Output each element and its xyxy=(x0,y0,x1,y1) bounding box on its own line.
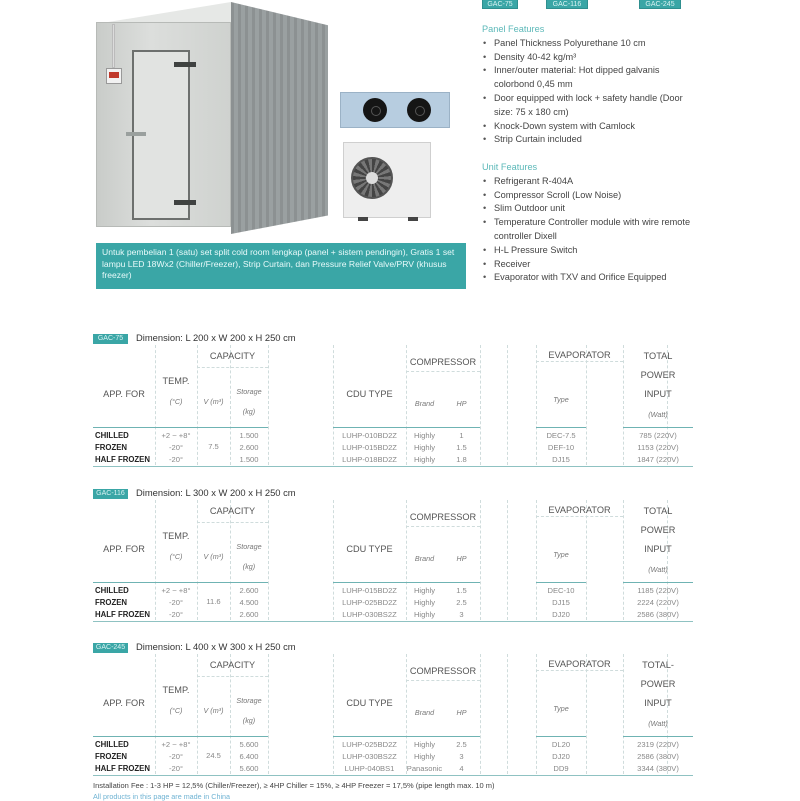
grid-divider xyxy=(586,345,587,465)
row-hp: 3 xyxy=(459,610,464,619)
model-badge: GAC-116 xyxy=(93,489,128,499)
feature-item: • Evaporator with TXV and Orifice Equipped xyxy=(482,271,702,285)
row-brand: Highly xyxy=(413,610,436,619)
spec-grid xyxy=(93,654,693,774)
grid-divider xyxy=(480,345,481,465)
row-temp: -20° xyxy=(168,443,183,452)
row-cdu-type: LUHP-030BS2Z xyxy=(342,752,397,761)
header-app-for: APP. FOR xyxy=(103,544,145,554)
row-evaporator-type: DL20 xyxy=(551,740,571,749)
header-separator xyxy=(623,582,693,583)
row-app-for: HALF FROZEN xyxy=(95,455,151,464)
row-cdu-type: LUHP-015BD2Z xyxy=(342,586,397,595)
grid-divider xyxy=(586,654,587,774)
row-hp: 3 xyxy=(459,752,464,761)
feature-item: • H-L Pressure Switch xyxy=(482,244,702,258)
header-storage: Storage xyxy=(236,542,262,551)
feature-item: • Door equipped with lock + safety handle (Door size: 75 x 180 cm) xyxy=(482,92,702,120)
header-separator xyxy=(333,427,480,428)
door-handle-icon xyxy=(126,132,146,136)
dimension-label: Dimension: L 300 x W 200 x H 250 cm xyxy=(136,487,296,498)
grid-divider xyxy=(197,522,268,523)
header-type: Type xyxy=(553,550,569,559)
temperature-controller-icon xyxy=(106,68,122,84)
grid-divider xyxy=(268,345,269,465)
header-total: TOTAL- xyxy=(642,660,674,670)
grid-divider xyxy=(507,500,508,620)
feature-item: • Density 40-42 kg/m³ xyxy=(482,51,702,65)
header-watt: (Watt) xyxy=(648,565,668,574)
header-brand: Brand xyxy=(414,708,435,717)
header-cdu-type: CDU TYPE xyxy=(346,544,393,554)
model-badge: GAC-75 xyxy=(93,334,128,344)
row-power-input: 1847 (220V) xyxy=(637,455,679,464)
table-bottom-line xyxy=(93,775,693,776)
fan-grill-icon xyxy=(351,157,393,199)
header-temp: TEMP. xyxy=(162,531,190,541)
spec-table-gac-245 xyxy=(93,640,693,774)
row-evaporator-type: DD9 xyxy=(553,764,569,773)
row-storage: 2.600 xyxy=(239,586,259,595)
panel-features-title: Panel Features xyxy=(482,24,545,34)
header-type: Type xyxy=(553,704,569,713)
grid-divider xyxy=(536,361,623,362)
row-temp: -20° xyxy=(168,610,183,619)
header-hp: HP xyxy=(456,399,467,408)
row-hp: 1.5 xyxy=(456,586,467,595)
feature-item: • Refrigerant R-404A xyxy=(482,175,702,189)
cold-room-top xyxy=(96,2,231,24)
header-evaporator: EVAPORATOR xyxy=(548,505,611,515)
row-storage: 2.600 xyxy=(239,443,259,452)
row-storage: 4.500 xyxy=(239,598,259,607)
feature-item: • Compressor Scroll (Low Noise) xyxy=(482,189,702,203)
feature-item: • Strip Curtain included xyxy=(482,133,702,147)
installation-fee-note: Installation Fee : 1-3 HP = 12,5% (Chiller/Freezer), ≥ 4HP Chiller = 15%, ≥ 4HP Freezer = 17,5% (pipe length max. 10 m) xyxy=(93,781,495,790)
row-storage: 6.400 xyxy=(239,752,259,761)
unit-features-list xyxy=(482,175,702,285)
grid-divider xyxy=(536,670,623,671)
volume-value: 11.6 xyxy=(206,597,221,606)
header-type: Type xyxy=(553,395,569,404)
row-storage: 5.600 xyxy=(239,764,259,773)
door-hinge-icon xyxy=(174,62,196,67)
header-capacity: CAPACITY xyxy=(209,506,256,516)
header-separator xyxy=(536,582,586,583)
fan-icon xyxy=(407,98,431,122)
header-cdu-type: CDU TYPE xyxy=(346,698,393,708)
row-temp: +2 ~ +8° xyxy=(161,586,191,595)
table-caption xyxy=(93,640,693,654)
row-storage: 2.600 xyxy=(239,610,259,619)
header-watt: (Watt) xyxy=(648,719,668,728)
row-evaporator-type: DJ15 xyxy=(552,598,570,607)
header-separator xyxy=(93,427,268,428)
volume-value: 24.5 xyxy=(206,751,221,760)
feature-item: • Receiver xyxy=(482,258,702,272)
row-app-for: FROZEN xyxy=(95,752,128,761)
row-power-input: 785 (220V) xyxy=(639,431,677,440)
row-evaporator-type: DEC-7.5 xyxy=(546,431,576,440)
row-cdu-type: LUHP-040BS1 xyxy=(344,764,395,773)
header-temp-unit: (°C) xyxy=(169,706,183,715)
header-evaporator: EVAPORATOR xyxy=(548,659,611,669)
grid-divider xyxy=(586,500,587,620)
row-evaporator-type: DJ20 xyxy=(552,752,570,761)
grid-divider xyxy=(268,500,269,620)
spec-table-gac-116 xyxy=(93,486,693,620)
header-volume: V (m³) xyxy=(203,706,224,715)
row-hp: 1 xyxy=(459,431,464,440)
row-brand: Highly xyxy=(413,752,436,761)
feature-item: • Inner/outer material: Hot dipped galvanis colorbond 0,45 mm xyxy=(482,64,702,92)
conduit-pipe xyxy=(112,24,115,68)
row-cdu-type: LUHP-025BD2Z xyxy=(342,598,397,607)
header-volume: V (m³) xyxy=(203,552,224,561)
model-badge-gac-116: GAC-116 xyxy=(546,0,588,9)
grid-divider xyxy=(507,345,508,465)
panel-features xyxy=(482,23,702,147)
origin-note: All products in this page are made in China xyxy=(93,792,231,801)
row-temp: +2 ~ +8° xyxy=(161,431,191,440)
header-separator xyxy=(623,736,693,737)
row-cdu-type: LUHP-015BD2Z xyxy=(342,443,397,452)
header-input: INPUT xyxy=(644,544,672,554)
grid-divider xyxy=(197,676,268,677)
door-hinge-icon xyxy=(174,200,196,205)
spec-grid xyxy=(93,500,693,620)
spec-grid xyxy=(93,345,693,465)
header-input: INPUT xyxy=(644,389,672,399)
header-separator xyxy=(93,582,268,583)
row-brand: Highly xyxy=(413,455,436,464)
row-temp: -20° xyxy=(168,764,183,773)
header-hp: HP xyxy=(456,708,467,717)
model-badge: GAC-245 xyxy=(93,643,128,653)
header-compressor: COMPRESSOR xyxy=(409,512,477,522)
row-brand: Highly xyxy=(413,431,436,440)
row-hp: 1.8 xyxy=(456,455,467,464)
grid-divider xyxy=(406,371,480,372)
header-storage-unit: (kg) xyxy=(242,716,256,725)
grid-divider xyxy=(406,526,480,527)
header-power: POWER xyxy=(640,370,676,380)
header-total: TOTAL xyxy=(643,351,673,361)
header-separator xyxy=(536,736,586,737)
header-temp-unit: (°C) xyxy=(169,397,183,406)
header-brand: Brand xyxy=(414,399,435,408)
promo-banner: Untuk pembelian 1 (satu) set split cold room lengkap (panel + sistem pendingin), Gratis 1 set lampu LED 18Wx2 (Chiller/Freezer), Strip Curtain, dan Pressure Relief Valve/PRV (khusus freezer) xyxy=(96,243,466,289)
row-app-for: FROZEN xyxy=(95,598,128,607)
grid-divider xyxy=(268,654,269,774)
header-temp: TEMP. xyxy=(162,685,190,695)
feature-item: • Slim Outdoor unit xyxy=(482,202,702,216)
grid-divider xyxy=(197,367,268,368)
header-capacity: CAPACITY xyxy=(209,351,256,361)
row-app-for: HALF FROZEN xyxy=(95,610,151,619)
unit-foot xyxy=(358,217,368,221)
feature-item: • Panel Thickness Polyurethane 10 cm xyxy=(482,37,702,51)
row-app-for: CHILLED xyxy=(95,740,129,749)
grid-divider xyxy=(536,516,623,517)
cold-room-side-panel xyxy=(231,2,328,234)
row-hp: 2.5 xyxy=(456,740,467,749)
header-cdu-type: CDU TYPE xyxy=(346,389,393,399)
row-brand: Highly xyxy=(413,443,436,452)
row-evaporator-type: DJ20 xyxy=(552,610,570,619)
header-compressor: COMPRESSOR xyxy=(409,666,477,676)
fan-icon xyxy=(363,98,387,122)
row-cdu-type: LUHP-010BD2Z xyxy=(342,431,397,440)
row-evaporator-type: DEF-10 xyxy=(547,443,575,452)
row-brand: Highly xyxy=(413,740,436,749)
row-power-input: 2224 (220V) xyxy=(637,598,679,607)
table-caption xyxy=(93,486,693,500)
unit-foot xyxy=(408,217,418,221)
model-badge-gac-245: GAC-245 xyxy=(639,0,681,9)
row-brand: Highly xyxy=(413,586,436,595)
row-storage: 1.500 xyxy=(239,455,259,464)
dimension-label: Dimension: L 200 x W 200 x H 250 cm xyxy=(136,332,296,343)
unit-features-title: Unit Features xyxy=(482,162,538,172)
row-hp: 1.5 xyxy=(456,443,467,452)
header-separator xyxy=(333,736,480,737)
spec-table-gac-75 xyxy=(93,331,693,465)
row-brand: Highly xyxy=(413,598,436,607)
unit-features xyxy=(482,161,702,285)
row-storage: 5.600 xyxy=(239,740,259,749)
header-separator xyxy=(536,427,586,428)
header-separator xyxy=(333,582,480,583)
row-power-input: 2586 (380V) xyxy=(637,610,679,619)
header-watt: (Watt) xyxy=(648,410,668,419)
dimension-label: Dimension: L 400 x W 300 x H 250 cm xyxy=(136,641,296,652)
model-badge-gac-75: GAC-75 xyxy=(482,0,518,9)
row-power-input: 1185 (220V) xyxy=(637,586,679,595)
row-app-for: CHILLED xyxy=(95,586,129,595)
header-power: POWER xyxy=(640,525,676,535)
header-evaporator: EVAPORATOR xyxy=(548,350,611,360)
volume-value: 7.5 xyxy=(208,442,219,451)
grid-divider xyxy=(507,654,508,774)
row-power-input: 1153 (220V) xyxy=(637,443,679,452)
header-temp-unit: (°C) xyxy=(169,552,183,561)
header-input: INPUT xyxy=(644,698,672,708)
header-hp: HP xyxy=(456,554,467,563)
header-separator xyxy=(93,736,268,737)
row-temp: -20° xyxy=(168,598,183,607)
row-cdu-type: LUHP-025BD2Z xyxy=(342,740,397,749)
header-app-for: APP. FOR xyxy=(103,389,145,399)
header-volume: V (m³) xyxy=(203,397,224,406)
row-app-for: CHILLED xyxy=(95,431,129,440)
table-caption xyxy=(93,331,693,345)
header-app-for: APP. FOR xyxy=(103,698,145,708)
row-cdu-type: LUHP-018BD2Z xyxy=(342,455,397,464)
header-temp: TEMP. xyxy=(162,376,190,386)
feature-item: • Knock-Down system with Camlock xyxy=(482,120,702,134)
row-storage: 1.500 xyxy=(239,431,259,440)
row-hp: 2.5 xyxy=(456,598,467,607)
row-brand: Panasonic xyxy=(406,764,443,773)
panel-features-list xyxy=(482,37,702,147)
grid-divider xyxy=(480,654,481,774)
cold-room-image xyxy=(96,2,332,234)
header-storage-unit: (kg) xyxy=(242,562,256,571)
grid-divider xyxy=(480,500,481,620)
header-power: POWER xyxy=(640,679,676,689)
header-storage-unit: (kg) xyxy=(242,407,256,416)
header-brand: Brand xyxy=(414,554,435,563)
row-temp: +2 ~ +8° xyxy=(161,740,191,749)
header-total: TOTAL xyxy=(643,506,673,516)
evaporator-unit-image xyxy=(340,92,450,128)
table-bottom-line xyxy=(93,466,693,467)
header-storage: Storage xyxy=(236,387,262,396)
row-app-for: FROZEN xyxy=(95,443,128,452)
row-evaporator-type: DJ15 xyxy=(552,455,570,464)
condensing-unit-image xyxy=(343,142,431,218)
row-power-input: 2319 (220V) xyxy=(637,740,679,749)
feature-item: • Temperature Controller module with wire remote controller Dixell xyxy=(482,216,702,244)
header-storage: Storage xyxy=(236,696,262,705)
row-power-input: 3344 (380V) xyxy=(637,764,679,773)
row-power-input: 2586 (380V) xyxy=(637,752,679,761)
row-temp: -20° xyxy=(168,752,183,761)
table-bottom-line xyxy=(93,621,693,622)
row-evaporator-type: DEC-10 xyxy=(547,586,575,595)
row-temp: -20° xyxy=(168,455,183,464)
header-separator xyxy=(623,427,693,428)
header-compressor: COMPRESSOR xyxy=(409,357,477,367)
row-cdu-type: LUHP-030BS2Z xyxy=(342,610,397,619)
header-capacity: CAPACITY xyxy=(209,660,256,670)
row-hp: 4 xyxy=(459,764,464,773)
grid-divider xyxy=(406,680,480,681)
row-app-for: HALF FROZEN xyxy=(95,764,151,773)
